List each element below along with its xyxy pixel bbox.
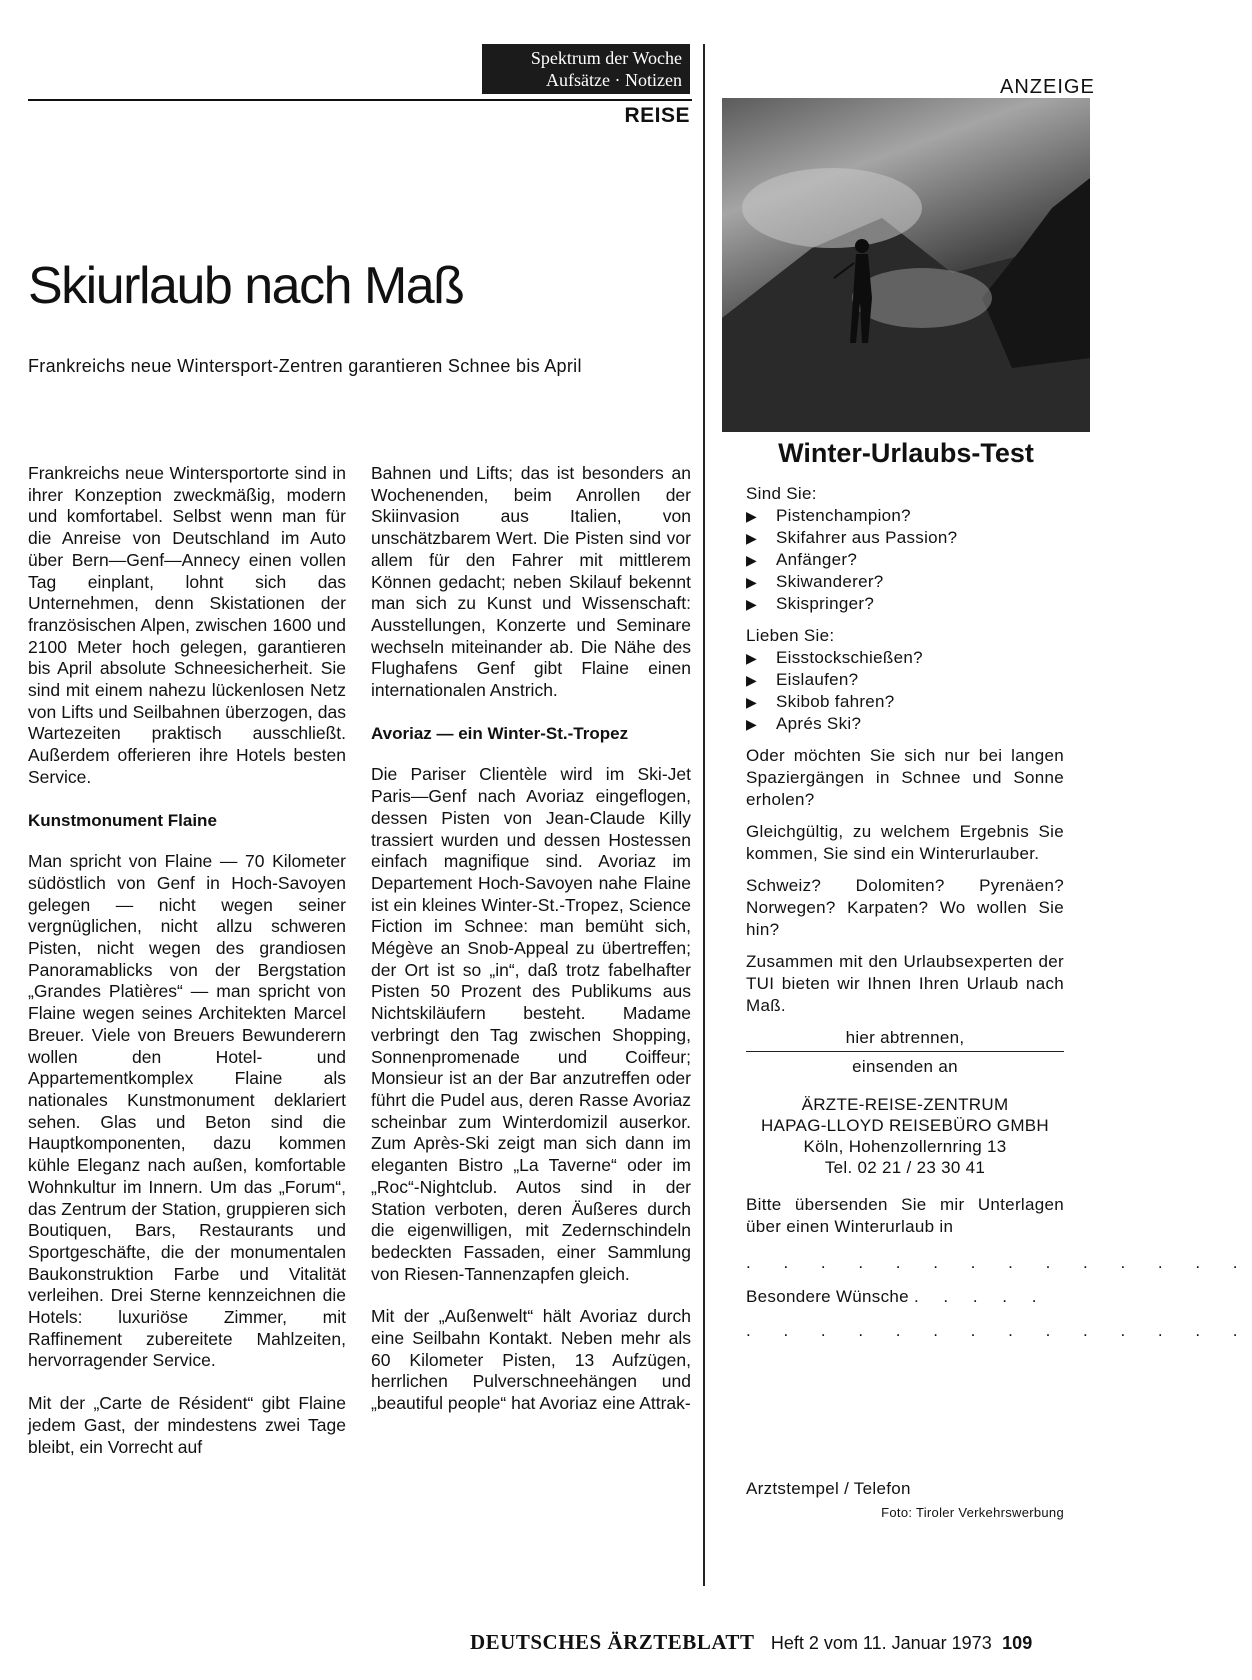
paragraph: Frankreichs neue Wintersportorte sind in ihrer Konzeption zweckmäßig, modern und komfortabel. Selbst wenn man für die Anreise von Deutschland im Auto über Bern—Genf—Annecy einen vollen Tag einplant, lohnt sich das Unternehmen, denn Skistationen der französischen Alpen, zwischen 1600 und 2100 Meter hoch gelegen, garantieren bis April absolute Schneesicherheit. Sie sind mit einem nahezu lückenlosen Netz von Lifts und Seilbahnen überzogen, das Wartezeiten praktisch ausschließt. Außerdem offerieren ihre Hotels besten Service. bbox=[28, 463, 346, 787]
paragraph: Die Pariser Clientèle wird im Ski-Jet Paris—Genf nach Avoriaz eingeflogen, dessen Pisten von Jean-Claude Killy trassiert wurden und dessen Hostessen einfach magnifique sind. Avoriaz im Departement Hoch-Savoyen nahe Flaine ist ein kleines Winter-St.-Tropez, Science Fiction im Schnee: man bemüht sich, Mégève an Snob-Appeal zu übertreffen; der Ort ist so „in“, daß trotz fabelhafter Pisten 50 Prozent des Publikums aus Nichtskiläufern besteht. Madame verbringt den Tag zwischen Shopping, Sonnenpromenade und Coiffeur; Monsieur ist an der Bar anzutreffen oder führt die Pudel aus, deren Rasse Avoriaz scheinbar zum Winterdomizil auserkor. Zum Après-Ski zeigt man sich dann im eleganten Bistro „La Taverne“ oder im „Roc“-Nightclub. Autos sind in der Station verboten, deren Äußeres durch die eigenwilligen, mit Zedernschindeln bedeckten Fassaden, einer Sammlung von Riesen-Tannenzapfen gleich. bbox=[371, 764, 691, 1284]
request-text: Bitte übersenden Sie mir Unterlagen über einen Winterurlaub in bbox=[746, 1195, 1064, 1236]
paragraph: Mit der „Carte de Résident“ gibt Flaine jedem Gast, der mindestens zwei Tage bleibt, ein Vorrecht auf bbox=[28, 1393, 346, 1457]
issue-info: Heft 2 vom 11. Januar 1973 bbox=[770, 1633, 992, 1653]
section-label-line2: Aufsätze · Notizen bbox=[546, 70, 682, 90]
fill-in-dots: . . . . . bbox=[913, 1287, 1047, 1306]
list-item: ▶ Skispringer? bbox=[746, 593, 1064, 615]
list-item: ▶ Eislaufen? bbox=[746, 669, 1064, 691]
address-line: Tel. 02 21 / 23 30 41 bbox=[824, 1158, 986, 1177]
address-block bbox=[746, 1094, 1064, 1178]
paragraph: Mit der „Außenwelt“ hält Avoriaz durch eine Seilbahn Kontakt. Neben mehr als 60 Kilometer Pisten, 13 Aufzügen, herrlichen Pulverschneehängen und „beautiful people“ hat Avoriaz eine Attrak- bbox=[371, 1306, 691, 1414]
skier-mountain-image bbox=[722, 98, 1090, 432]
ad-paragraph: Gleichgültig, zu welchem Ergebnis Sie kommen, Sie sind ein Winterurlauber. bbox=[746, 822, 1064, 863]
option-list-2 bbox=[746, 647, 1064, 735]
stamp-label: Arztstempel / Telefon bbox=[746, 1479, 911, 1498]
column-divider bbox=[703, 44, 705, 1586]
footer bbox=[470, 1630, 1032, 1655]
section-heading: Kunstmonument Flaine bbox=[28, 810, 217, 830]
list-item: ▶ Aprés Ski? bbox=[746, 713, 1064, 735]
cut-line bbox=[746, 1051, 1064, 1052]
list-item: ▶ Pistenchampion? bbox=[746, 505, 1064, 527]
section-label-line1: Spektrum der Woche bbox=[530, 48, 682, 68]
wishes-field[interactable] bbox=[746, 1286, 1064, 1308]
address-line: Köln, Hohenzollernring 13 bbox=[803, 1137, 1007, 1156]
paragraph: Man spricht von Flaine — 70 Kilometer südöstlich von Genf in Hoch-Savoyen gelegen — nicht wegen seiner vergnüglichen, nicht allzu schweren Pisten, nicht wegen des grandiosen Panoramablicks von der Bergstation „Grandes Platières“ — man spricht von Flaine wegen seines Architekten Marcel Breuer. Viele von Breuers Bewunderern wollen den Hotel- und Appartementkomplex Flaine als nationales Kunstmonument deklariert sehen. Glas und Beton sind die Hauptkomponenten, dazu kommen kühle Eleganz nach außen, komfortable Wohnkultur im Innern. Um das „Forum“, das Zentrum der Station, gruppieren sich Boutiquen, Bars, Restaurants und Sportgeschäfte, die der monumentalen Baukonstruktion Farbe und Vitalität verleihen. Drei Sterne kennzeichnen die Hotels: luxuriöse Zimmer, mit Raffinement zubereitete Mahlzeiten, hervorragender Service. bbox=[28, 851, 346, 1371]
header-rule bbox=[28, 99, 692, 101]
ad-paragraph: Schweiz? Dolomiten? Pyrenäen? Norwegen? Karpaten? Wo wollen Sie hin? bbox=[746, 876, 1064, 939]
article-column-2 bbox=[371, 463, 691, 1436]
address-line: HAPAG-LLOYD REISEBÜRO GMBH bbox=[760, 1116, 1050, 1135]
photo-credit: Foto: Tiroler Verkehrswerbung bbox=[881, 1505, 1064, 1520]
cut-instruction: hier abtrennen, bbox=[845, 1028, 965, 1047]
kicker: REISE bbox=[624, 104, 690, 127]
masthead: DEUTSCHES ÄRZTEBLATT bbox=[470, 1630, 755, 1654]
section-heading: Avoriaz — ein Winter-St.-Tropez bbox=[371, 723, 629, 743]
ad-paragraph: Oder möchten Sie sich nur bei langen Spaziergängen in Schnee und Sonne erholen? bbox=[746, 746, 1064, 809]
ad-paragraph: Zusammen mit den Urlaubsexperten der TUI bieten wir Ihnen Ihren Urlaub nach Maß. bbox=[746, 952, 1064, 1015]
paragraph: Bahnen und Lifts; das ist besonders an Wochenenden, beim Anrollen der Skiinvasion aus Italien, von unschätzbarem Wert. Die Pisten sind vor allem für den Fahrer mit mittlerem Können gedacht; neben Skilauf bekennt man sich zu Kunst und Wissenschaft: Ausstellungen, Konzerte und Seminare wechseln miteinander ab. Die Nähe des Flughafens Genf gibt Flaine einen internationalen Anstrich. bbox=[371, 463, 691, 701]
article-title: Skiurlaub nach Maß bbox=[28, 257, 464, 315]
wishes-label: Besondere Wünsche bbox=[746, 1287, 909, 1306]
question: Sind Sie: bbox=[746, 484, 817, 503]
list-item: ▶ Eisstockschießen? bbox=[746, 647, 1064, 669]
section-label bbox=[482, 44, 690, 94]
send-instruction: einsenden an bbox=[852, 1057, 958, 1076]
option-list-1 bbox=[746, 505, 1064, 615]
list-item: ▶ Anfänger? bbox=[746, 549, 1064, 571]
fill-in-line[interactable]: . . . . . . . . . . . . . . bbox=[746, 1321, 1252, 1340]
ad-body bbox=[746, 483, 1252, 1524]
fill-in-line[interactable]: . . . . . . . . . . . . . . bbox=[746, 1253, 1252, 1272]
article-column-1 bbox=[28, 463, 346, 1479]
article-subtitle: Frankreichs neue Wintersport-Zentren garantieren Schnee bis April bbox=[28, 356, 582, 376]
address-line: ÄRZTE-REISE-ZENTRUM bbox=[801, 1095, 1009, 1114]
page-number: 109 bbox=[1002, 1633, 1033, 1653]
list-item: ▶ Skibob fahren? bbox=[746, 691, 1064, 713]
list-item: ▶ Skifahrer aus Passion? bbox=[746, 527, 1064, 549]
question: Lieben Sie: bbox=[746, 626, 835, 645]
ad-photo bbox=[722, 98, 1090, 432]
list-item: ▶ Skiwanderer? bbox=[746, 571, 1064, 593]
ad-title: Winter-Urlaubs-Test bbox=[778, 438, 1034, 468]
ad-label: ANZEIGE bbox=[1000, 76, 1095, 98]
